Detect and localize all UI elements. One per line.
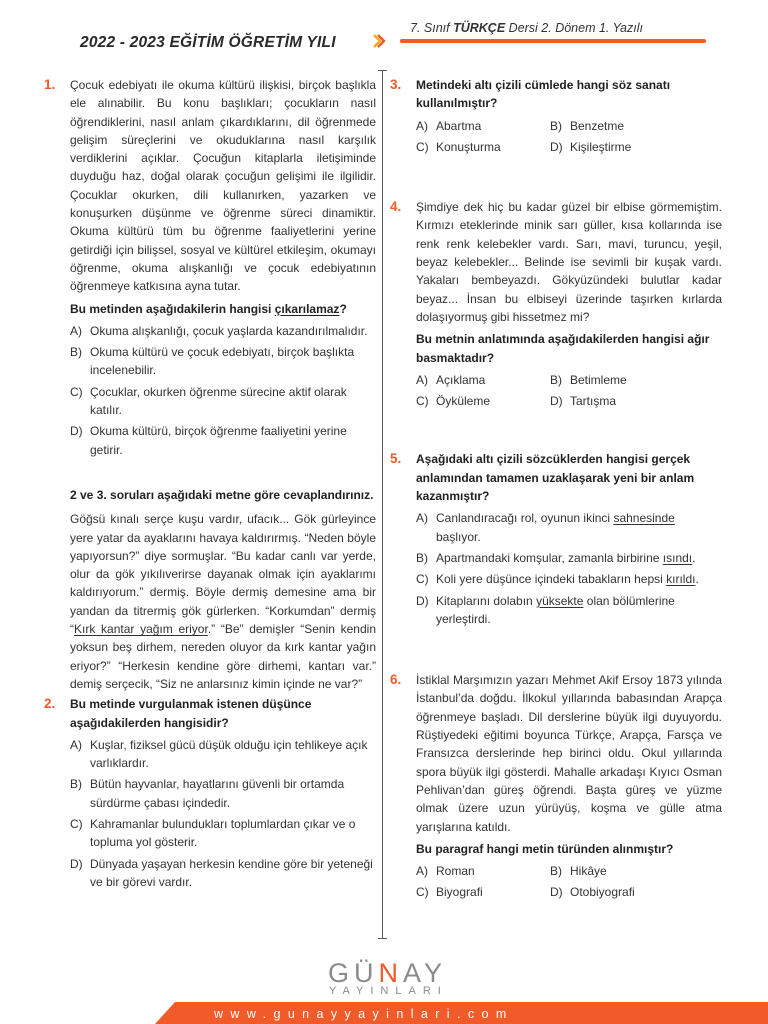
answer-option-a[interactable]: A) Kuşlar, fiziksel gücü düşük olduğu için tehlikeye açık varlıklardır. (70, 737, 368, 771)
answer-option-c[interactable]: C) Çocuklar, okurken öğrenme sürecine aktif olarak katılır. (70, 384, 347, 418)
question-number: 2. (44, 696, 56, 712)
answer-option-b[interactable]: B) Betimleme (550, 372, 627, 387)
shared-passage-2-3 (44, 486, 376, 693)
question-3 (390, 76, 722, 156)
question-stem: Metindeki altı çizili cümlede hangi söz sanatı kullanılmıştır? (416, 78, 671, 111)
question-passage: İstiklal Marşımızın yazarı Mehmet Akif Ersoy 1873 yılında İstanbul’da doğdu. İlkokul yıllarında babasından Arapça öğrenmeye başladı. Dil derslerine büyük ilgi duyuyordu. Rüştiyedeki eğitimi boyunca Türkçe, Arapça, Farsça ve Fransızca derslerinde hep birinci oldu. Okul yıllarında spora büyük ilgi gösterdi. Mahalle arkadaşı Kıyıcı Osman Pehlivan’dan güreş öğrendi. Başta güreş ve yüzme olmak üzere uzun yürüyüş, koşma ve gülle atma yarışlarına katıldı. (416, 673, 722, 834)
answer-option-b[interactable]: B) Okuma kültürü ve çocuk edebiyatı, birçok başlıkta incelenebilir. (70, 345, 355, 378)
answer-option-b[interactable]: B) Benzetme (550, 118, 625, 133)
answer-option-a[interactable]: A) Roman (416, 864, 475, 879)
answer-options (416, 862, 722, 902)
header-accent-line (400, 39, 706, 43)
question-stem: Bu paragraf hangi metin türünden alınmıştır? (416, 841, 674, 856)
answer-options (70, 736, 376, 891)
answer-options (416, 371, 722, 411)
question-number: 1. (44, 77, 56, 92)
question-stem: Bu metnin anlatımında aşağıdakilerden hangisi ağır basmaktadır? (416, 332, 710, 365)
column-divider (382, 70, 383, 938)
answer-option-c[interactable]: C) Kahramanlar bulundukları toplumlardan çıkar ve o topluma yol gösterir. (70, 816, 356, 850)
answer-option-d[interactable]: D) Kitaplarını dolabın yüksekte olan bölümlerine yerleştirdi. (416, 593, 675, 626)
question-number: 5. (390, 451, 402, 467)
answer-options (416, 117, 722, 157)
section-instruction: 2 ve 3. soruları aşağıdaki metne göre cevaplandırınız. (70, 487, 374, 502)
answer-option-b[interactable]: B) Hikâye (550, 864, 607, 879)
answer-option-a[interactable]: A) Açıklama (416, 372, 486, 387)
shared-passage-text: Göğsü kınalı serçe kuşu vardır, ufacık... Gök gürleyince yere yatar da ayaklarını havaya kaldırırmış. “Neden böyle yapıyorsun?” diye sormuşlar. “Bu kadar canlı var yerde, olur da gök yıkılıverirse dayanak olmak için ayaklarımı kaldırıyorum.” dermiş. Böyle dermiş demesine ama bir yandan da titrermiş gök gürlerken. “Korkumdan” dermiş “Kırk kantar yağım eriyor.” “Be” demişler “Senin kendin yoksun beş dirhem, nereden oluyor da kırk kantar yağın eriyor?” “Herkesin kendine göre dirhemi, kantarı var.” demiş serçecik, “Siz ne anlarsınız kimin içinde ne var?” (70, 512, 376, 691)
answer-option-c[interactable]: C) Öyküleme (416, 394, 491, 409)
answer-option-d[interactable]: D) Okuma kültürü, birçok öğrenme faaliyetini yerine getirir. (70, 424, 347, 457)
answer-option-c[interactable]: C) Koli yere düşünce içindeki tabakların hepsi kırıldı. (416, 572, 699, 587)
exam-subtitle: 7. Sınıf TÜRKÇE Dersi 2. Dönem 1. Yazılı (410, 21, 643, 35)
question-5 (390, 450, 722, 628)
question-stem: Bu metinden aşağıdakilerin hangisi çıkarılamaz? (70, 301, 347, 316)
question-stem: Bu metinde vurgulanmak istenen düşünce aşağıdakilerden hangisidir? (70, 697, 312, 730)
divider-tick (378, 938, 387, 939)
question-number: 6. (390, 672, 402, 688)
answer-option-d[interactable]: D) Tartışma (550, 394, 617, 409)
left-column (44, 76, 376, 894)
answer-option-b[interactable]: B) Apartmandaki komşular, zamanla birbirine ısındı. (416, 550, 696, 565)
publisher-logo-subtitle: YAYINLARI (329, 985, 448, 997)
answer-option-c[interactable]: C) Konuşturma (416, 139, 501, 154)
chevron-right-icon (372, 33, 386, 49)
right-column (390, 76, 722, 902)
question-2 (44, 695, 376, 891)
answer-option-d[interactable]: D) Dünyada yaşayan herkesin kendine göre bir yeteneği ve bir görevi vardır. (70, 856, 373, 889)
question-4 (390, 198, 722, 410)
question-6 (390, 671, 722, 902)
answer-options (416, 509, 722, 628)
question-passage: Şimdiye dek hiç bu kadar güzel bir elbise görmemiştim. Kırmızı eteklerinde minik sarı güller, kısa kollarında ise renk renk kelebekler vardı. Sarı, mavi, turuncu, yeşil, beyaz kelebekler... Belinde ise sevimli bir kuşak vardı. Yakaları bembeyazdı. Gökyüzündeki bulutlar kadar beyaz... İnsan bu elbiseyi üzerinde taşırken kırlarda dolaşıyormuş gibi hissetmez mi? (416, 200, 722, 324)
question-passage: Çocuk edebiyatı ile okuma kültürü ilişkisi, birçok başlıkla ele alınabilir. Bu konu başlıkları; çocukların nasıl öğrendiklerini, nasıl anlam çıkardıklarını, dil öğrenmede gelişim süreçlerini ve okuduklarına nasıl karşılık verdiklerini açıklar. Çocuğun kitaplarla iletişiminde duyduğu haz, doğal olarak çocuğun gelişimi ile ilgilidir. Çocuklar okurken, dili kullanırken, yazarken ve konuşurken düşünme ve öğrenme süreci dinamiktir. Okuma kültürü tüm bu öğrenme faaliyetlerini yerine getirdiği için bilişsel, sosyal ve kültürel etkileşim, okumayı öğrenme, okuma alışkanlığı ve çocuk edebiyatının öğrenmeye katkısına ayna tutar. (70, 78, 376, 294)
question-number: 3. (390, 77, 402, 92)
answer-option-a[interactable]: A) Canlandıracağı rol, oyunun ikinci sahnesinde başlıyor. (416, 511, 675, 544)
question-number: 4. (390, 199, 402, 215)
publisher-logo: GÜNAY (328, 958, 448, 988)
answer-options (70, 322, 376, 459)
answer-option-a[interactable]: A) Abartma (416, 118, 482, 133)
question-stem: Aşağıdaki altı çizili sözcüklerden hangisi gerçek anlamından tamamen uzaklaşarak yeni bir anlam kazanmıştır? (416, 452, 695, 504)
answer-option-d[interactable]: D) Otobiyografi (550, 885, 635, 900)
answer-option-a[interactable]: A) Okuma alışkanlığı, çocuk yaşlarda kazandırılmalıdır. (70, 323, 368, 338)
answer-option-b[interactable]: B) Bütün hayvanlar, hayatlarını güvenli bir ortamda sürdürme çabası içindedir. (70, 777, 345, 810)
exam-year-title: 2022 - 2023 EĞİTİM ÖĞRETİM YILI (80, 34, 336, 51)
answer-option-d[interactable]: D) Kişileştirme (550, 139, 632, 154)
answer-option-c[interactable]: C) Biyografi (416, 885, 483, 900)
publisher-website-link[interactable]: www.gunayyayinlari.com (214, 1007, 514, 1021)
divider-tick (378, 70, 387, 71)
question-1 (44, 76, 376, 459)
